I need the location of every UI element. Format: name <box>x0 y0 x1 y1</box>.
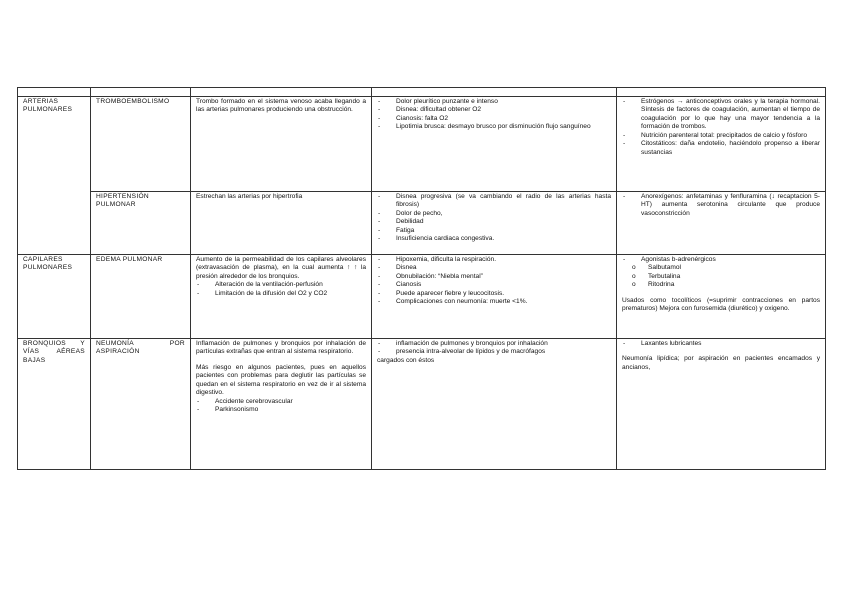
drugs-list <box>622 340 820 348</box>
symptoms-cell <box>372 339 617 470</box>
drugs-note: Neumonía lipídica; por aspiración en pacientes encamados y ancianos, <box>622 355 820 371</box>
table-row <box>18 339 826 470</box>
definition-text: Aumento de la permeabilidad de los capilares alveolares (extravasación de plasma), en la cual aumenta ↑ ↑ la presión alrededor de los bronquios. <box>196 256 366 280</box>
list-item: - Limitación de la difusión del O2 y CO2 <box>196 290 366 298</box>
list-item: o Salbutamol <box>622 264 820 272</box>
list-item: - Agonistas b-adrenérgicos <box>622 256 820 264</box>
disease-cell <box>91 97 191 192</box>
header-cell <box>18 88 91 97</box>
list-item: - inflamación de pulmones y bronquios por inhalación <box>377 340 611 348</box>
drugs-cell <box>617 97 826 192</box>
header-row <box>18 88 826 97</box>
list-item: - Fatiga <box>377 227 611 235</box>
drugs-list <box>622 98 820 157</box>
drugs-cell <box>617 192 826 255</box>
list-item: - Hipoxemia, dificulta la respiración. <box>377 256 611 264</box>
list-item: - Disnea <box>377 264 611 272</box>
list-item: - Disnea: dificultad obtener O2 <box>377 106 611 114</box>
region-cell <box>18 97 91 255</box>
definition-text-2: Más riesgo en algunos pacientes, pues en aquellos pacientes con problemas para deglutir las partículas se quedan en el sistema respiratorio en vez de ir al sistema digestivo. <box>196 363 366 397</box>
disease-label: EDEMA PULMONAR <box>96 256 163 263</box>
list-item: - Alteración de la ventilación-perfusión <box>196 281 366 289</box>
drugs-note: Usados como tocolíticos (=suprimir contracciones en partos prematuros) Mejora con furosemida (diurético) y oxigeno. <box>622 296 820 313</box>
region-cell <box>18 339 91 470</box>
disease-label: NEUMONÍA POR ASPIRACIÓN <box>96 340 185 356</box>
definition-cell <box>191 97 372 192</box>
drugs-cell <box>617 339 826 470</box>
drug-toxicity-table <box>17 87 826 470</box>
disease-label: TROMBOEMBOLISMO <box>96 98 170 105</box>
list-item: - Parkinsonismo <box>196 406 366 414</box>
list-item: - Dolor pleurítico punzante e intenso <box>377 98 611 106</box>
definition-cell <box>191 192 372 255</box>
list-item: - Cianosis <box>377 281 611 289</box>
symptoms-list <box>377 98 611 132</box>
list-item: - Dolor de pecho, <box>377 210 611 218</box>
list-item: - Insuficiencia cardiaca congestiva. <box>377 235 611 243</box>
region-label: ARTERIAS PULMONARES <box>23 98 73 114</box>
disease-cell <box>91 192 191 255</box>
definition-text: Inflamación de pulmones y bronquios por inhalación de partículas extrañas que entran al sistema respiratorio. <box>196 340 366 356</box>
definition-cell <box>191 339 372 470</box>
list-item: - presencia intra-alveolar de lípidos y de macrófagos <box>377 348 611 356</box>
region-cell <box>18 255 91 339</box>
definition-list <box>196 398 366 415</box>
header-cell <box>191 88 372 97</box>
definition-cell <box>191 255 372 339</box>
symptoms-cell <box>372 97 617 192</box>
list-item: - Debilidad <box>377 218 611 226</box>
symptoms-list <box>377 340 611 357</box>
list-item: - Anorexígenos: anfetaminas y fenfluramina (↓ recaptacion 5-HT) aumenta serotonina circulante que produce vasoconstricción <box>622 193 820 218</box>
drugs-cell <box>617 255 826 339</box>
disease-cell <box>91 255 191 339</box>
table-row <box>18 192 826 255</box>
spacer <box>622 348 820 355</box>
symptoms-list <box>377 193 611 244</box>
table-row <box>18 97 826 192</box>
disease-cell <box>91 339 191 470</box>
spacer <box>622 290 820 297</box>
disease-label: HIPERTENSIÓN PULMONAR <box>96 193 149 209</box>
list-item: o Ritodrina <box>622 281 820 289</box>
list-item: - Estrógenos → anticonceptivos orales y la terapia hormonal. Síntesis de factores de coagulación, aumentan el tiempo de coagulación por lo que hay una mayor tendencia a la formación de trombos. <box>622 98 820 132</box>
list-item: - Puede aparecer fiebre y leucocitosis. <box>377 290 611 298</box>
header-cell <box>91 88 191 97</box>
symptoms-cell <box>372 192 617 255</box>
list-item: - Complicaciones con neumonía: muerte <1%. <box>377 298 611 306</box>
header-cell <box>372 88 617 97</box>
drugs-sublist <box>622 264 820 289</box>
region-label: CAPILARES PULMONARES <box>23 256 73 272</box>
symptoms-cell <box>372 255 617 339</box>
list-item: - Obnubilación: “Niebla mental” <box>377 273 611 281</box>
symptoms-list <box>377 256 611 307</box>
definition-text: Estrechan las arterias por hipertrofia <box>196 193 303 200</box>
list-item: - Citostáticos: daña endotelio, haciéndolo propenso a liberar sustancias <box>622 140 820 157</box>
region-label: BRONQUIOS Y VÍAS AÉREAS BAJAS <box>23 340 85 364</box>
header-cell <box>617 88 826 97</box>
spacer <box>196 357 366 364</box>
list-item: - Accidente cerebrovascular <box>196 398 366 406</box>
list-item: - Cianosis: falta O2 <box>377 115 611 123</box>
table-row <box>18 255 826 339</box>
definition-list <box>196 281 366 298</box>
list-item: - Disnea progresiva (se va cambiando el radio de las arterias hasta fibrosis) <box>377 193 611 210</box>
list-item: - Nutrición parenteral total: precipitados de calcio y fósforo <box>622 132 820 140</box>
definition-text: Trombo formado en el sistema venoso acaba llegando a las arterias pulmonares produciendo una obstrucción. <box>196 98 366 114</box>
symptoms-continuation: cargados con éstos <box>377 356 435 364</box>
drugs-list <box>622 256 820 264</box>
list-item: o Terbutalina <box>622 273 820 281</box>
drugs-list <box>622 193 820 218</box>
list-item: - Laxantes lubricantes <box>622 340 820 348</box>
list-item: - Lipotimia brusca: desmayo brusco por disminución flujo sanguíneo <box>377 123 611 131</box>
